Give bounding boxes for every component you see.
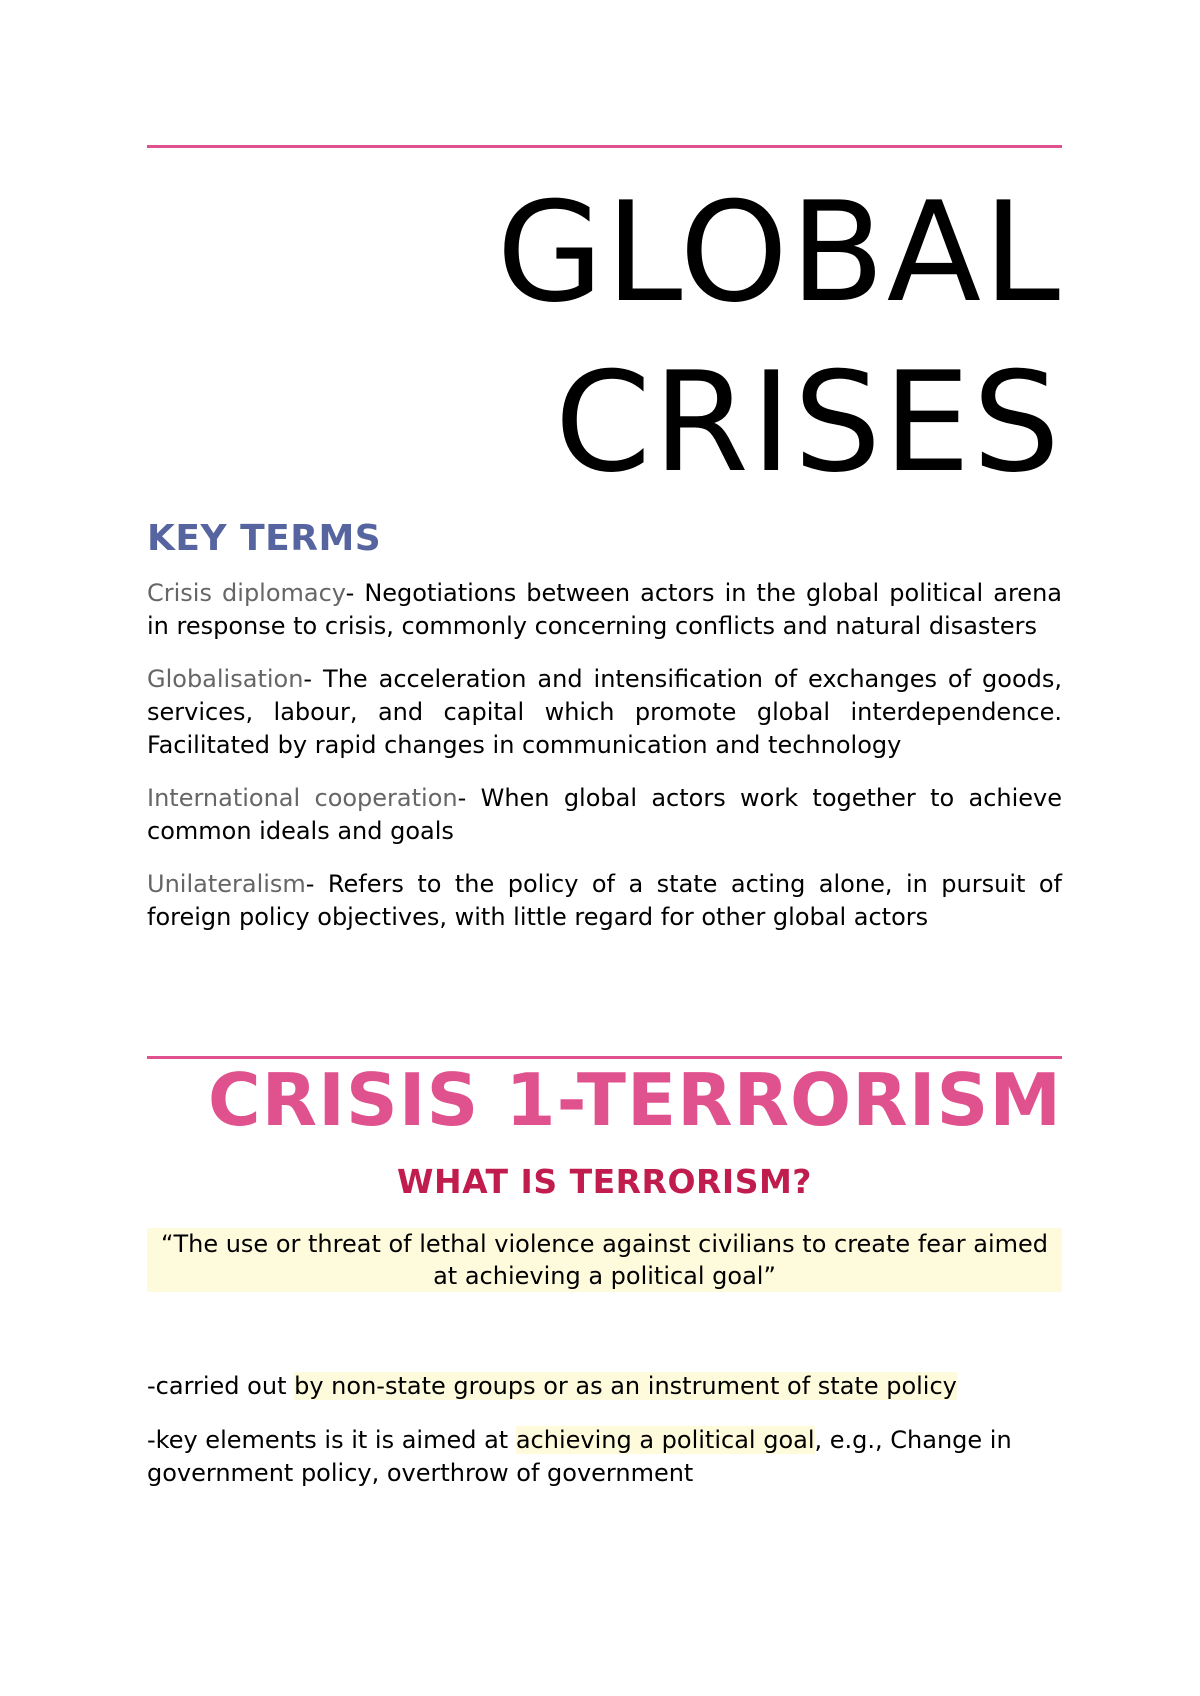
crisis-heading: CRISIS 1-TERRORISM (207, 1058, 1062, 1142)
term-name: Unilateralism (147, 870, 306, 898)
term-name: Globalisation (147, 665, 304, 693)
term-definition: - Negotiations between actors in the global political arena in response to crisis, commonly concerning conflicts and natural disasters (147, 579, 1062, 640)
definition-quote: “The use or threat of lethal violence against civilians to create fear aimed at achieving a political goal” (147, 1228, 1062, 1292)
term-definition: - The acceleration and intensification of exchanges of goods, services, labour, and capital which promote global interdependence. Facilitated by rapid changes in communication and technology (147, 665, 1062, 759)
bullet-text-suffix: , e.g., Change in government policy, overthrow of government (147, 1426, 1012, 1487)
bullet-point (147, 1424, 1062, 1490)
key-term-crisis-diplomacy (147, 577, 1062, 643)
term-definition: - When global actors work together to achieve common ideals and goals (147, 784, 1062, 845)
crisis-subheading: WHAT IS TERRORISM? (397, 1162, 812, 1201)
title-line-2: CRISES (554, 342, 1062, 503)
bullet-point (147, 1370, 1062, 1403)
term-name: Crisis diplomacy (147, 579, 346, 607)
term-name: International cooperation (147, 784, 458, 812)
top-divider (147, 145, 1062, 148)
key-term-international-cooperation (147, 782, 1062, 848)
term-definition: - Refers to the policy of a state acting alone, in pursuit of foreign policy objectives, with little regard for other global actors (147, 870, 1062, 931)
bullet-highlight: achieving a political goal (515, 1426, 815, 1454)
bullet-text: -key elements is it is aimed at (147, 1426, 516, 1454)
title-line-1: GLOBAL (496, 172, 1062, 333)
key-terms-heading: KEY TERMS (147, 518, 382, 559)
key-term-unilateralism (147, 868, 1062, 934)
bullet-highlight: by non-state groups or as an instrument of state policy (294, 1372, 957, 1400)
bullet-text: -carried out (147, 1372, 295, 1400)
key-term-globalisation (147, 663, 1062, 762)
